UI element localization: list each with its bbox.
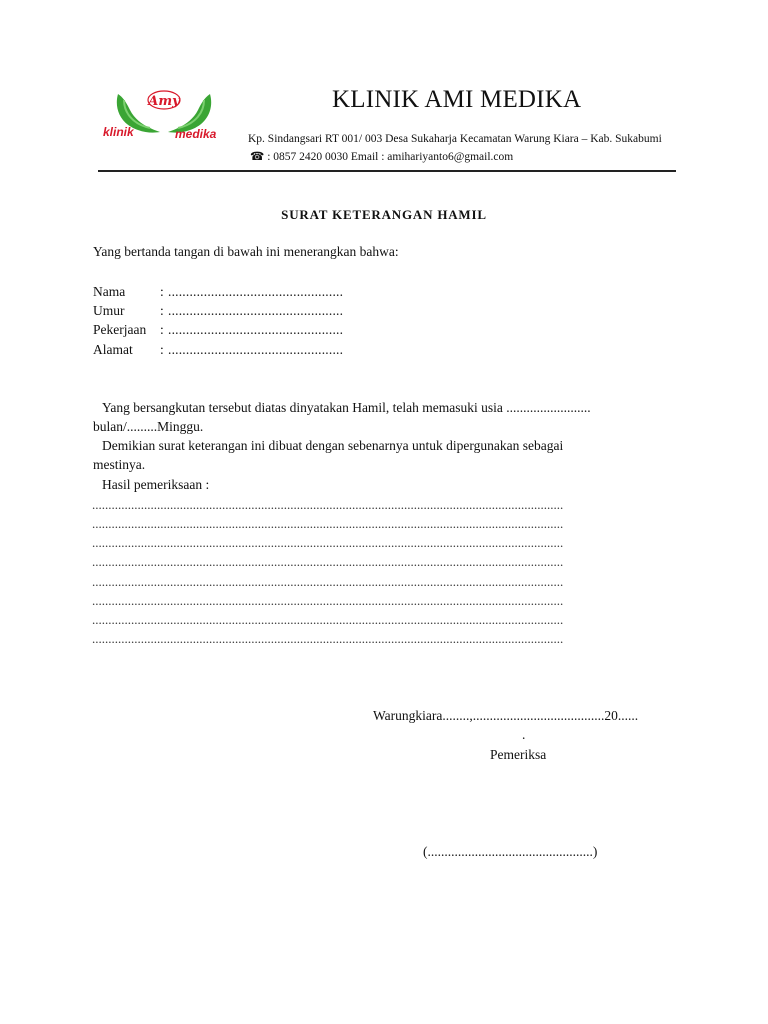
field-blank-umur: ................................................. <box>168 303 344 318</box>
field-colon: : <box>160 303 164 318</box>
clinic-logo <box>100 86 228 148</box>
field-blank-pekerjaan: ................................................. <box>168 322 344 337</box>
field-label-nama: Nama <box>93 284 126 299</box>
result-line: ................................................................................................................................................. <box>92 497 564 512</box>
svg-text:klinik: klinik <box>103 125 134 139</box>
contact-text: : 0857 2420 0030 Email : amihariyanto6@gmail.com <box>267 151 514 163</box>
field-label-alamat: Alamat <box>93 342 133 357</box>
field-colon: : <box>160 322 164 337</box>
signature-name-line: (.................................................) <box>423 844 598 859</box>
place-date: Warungkiara........,.......................................20...... <box>373 708 639 723</box>
declaration-line2: mestinya. <box>93 457 146 472</box>
field-label-pekerjaan: Pekerjaan <box>93 322 147 337</box>
field-blank-nama: ................................................. <box>168 284 344 299</box>
svg-text:medika: medika <box>175 127 217 141</box>
clinic-contact <box>250 149 513 163</box>
result-line: ................................................................................................................................................. <box>92 612 564 627</box>
document-title: SURAT KETERANGAN HAMIL <box>281 207 487 222</box>
result-line: ................................................................................................................................................. <box>92 554 564 569</box>
result-line: ................................................................................................................................................. <box>92 574 564 589</box>
clinic-name: KLINIK AMI MEDIKA <box>332 86 582 113</box>
declaration-line1: Demikian surat keterangan ini dibuat dengan sebenarnya untuk dipergunakan sebagai <box>102 438 564 453</box>
field-colon: : <box>160 342 164 357</box>
field-colon: : <box>160 284 164 299</box>
pregnancy-statement-line1: Yang bersangkutan tersebut diatas dinyatakan Hamil, telah memasuki usia ......................... <box>102 400 591 415</box>
intro-text: Yang bertanda tangan di bawah ini menerangkan bahwa: <box>93 244 399 259</box>
result-label: Hasil pemeriksaan : <box>102 477 210 492</box>
result-line: ................................................................................................................................................. <box>92 593 564 608</box>
clinic-address: Kp. Sindangsari RT 001/ 003 Desa Sukaharja Kecamatan Warung Kiara – Kab. Sukabumi <box>248 133 662 145</box>
letterhead-divider <box>98 170 676 172</box>
result-line: ................................................................................................................................................. <box>92 516 564 531</box>
svg-text:Amy: Amy <box>148 94 180 109</box>
place-date-dot: . <box>522 727 526 742</box>
examiner-role: Pemeriksa <box>490 747 547 762</box>
pregnancy-statement-line2: bulan/.........Minggu. <box>93 419 204 434</box>
result-line: ................................................................................................................................................. <box>92 535 564 550</box>
hands-logo-icon <box>100 86 228 148</box>
result-line: ................................................................................................................................................. <box>92 631 564 646</box>
field-label-umur: Umur <box>93 303 125 318</box>
phone-icon: ☎ <box>250 151 265 163</box>
field-blank-alamat: ................................................. <box>168 342 344 357</box>
